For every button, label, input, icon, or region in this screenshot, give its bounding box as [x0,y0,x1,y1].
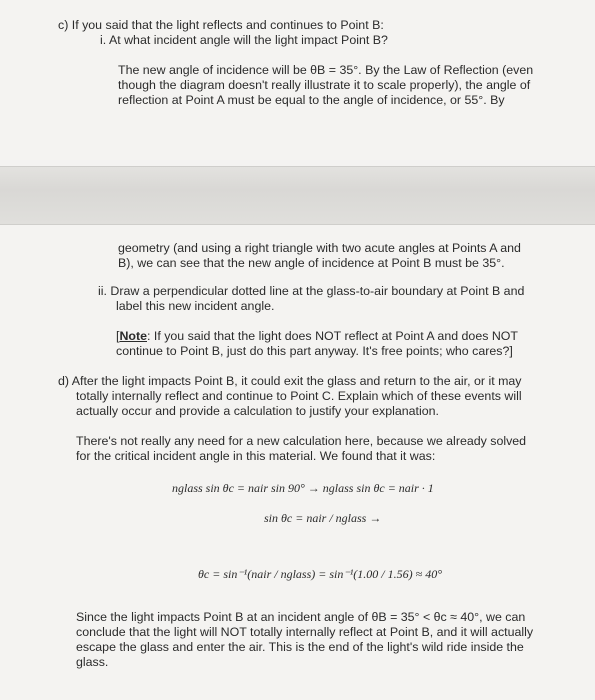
question-c-i: i. At what incident angle will the light impact Point B? [100,33,388,47]
part-d-intro-line-1: There's not really any need for a new calculation here, because we already solved [76,434,527,448]
note-text-1: : If you said that the light does NOT reflect at Point A and does NOT [147,329,519,343]
equation-2: sin θc = nair / nglass → [264,511,382,525]
conclusion-line-2: conclude that the light will NOT totally internally reflect at Point B, and it will actually [76,625,534,639]
note-label: Note [119,329,147,343]
part-d-heading-line-3: actually occur and provide a calculation to justify your explanation. [76,404,439,418]
answer-c-i-line-2: though the diagram doesn't really illustrate it to scale properly), the angle of [118,78,531,92]
page-break-band [0,166,595,225]
equation-3: θc = sin⁻¹(nair / nglass) = sin⁻¹(1.00 / 1.56) ≈ 40° [198,567,443,581]
question-c-ii-line-2: label this new incident angle. [116,299,275,313]
conclusion-line-4: glass. [76,655,109,669]
note-line-1: [Note: If you said that the light does NOT reflect at Point A and does NOT [116,329,519,343]
answer-c-i-cont-line-1: geometry (and using a right triangle with two acute angles at Points A and [118,241,521,255]
answer-c-i-line-1: The new angle of incidence will be θB = 35°. By the Law of Reflection (even [118,63,534,77]
note-line-2: continue to Point B, just do this part anyway. It's free points; who cares?] [116,344,513,358]
part-d-intro-line-2: for the critical incident angle in this material. We found that it was: [76,449,436,463]
question-c-ii-line-1: ii. Draw a perpendicular dotted line at the glass-to-air boundary at Point B and [98,284,525,298]
part-c-heading: c) If you said that the light reflects and continues to Point B: [58,18,384,32]
answer-c-i-cont-line-2: B), we can see that the new angle of incidence at Point B must be 35°. [118,256,505,270]
part-d-heading-line-2: totally internally reflect and continue to Point C. Explain which of these events will [76,389,522,403]
equation-1: nglass sin θc = nair sin 90° → nglass sin θc = nair · 1 [172,481,434,495]
conclusion-line-3: escape the glass and enter the air. This is the end of the light's wild ride inside the [76,640,524,654]
part-d-heading-line-1: d) After the light impacts Point B, it could exit the glass and return to the air, or it may [58,374,522,388]
conclusion-line-1: Since the light impacts Point B at an incident angle of θB = 35° < θc ≈ 40°, we can [76,610,526,624]
answer-c-i-line-3: reflection at Point A must be equal to the angle of incidence, or 55°. By [118,93,505,107]
